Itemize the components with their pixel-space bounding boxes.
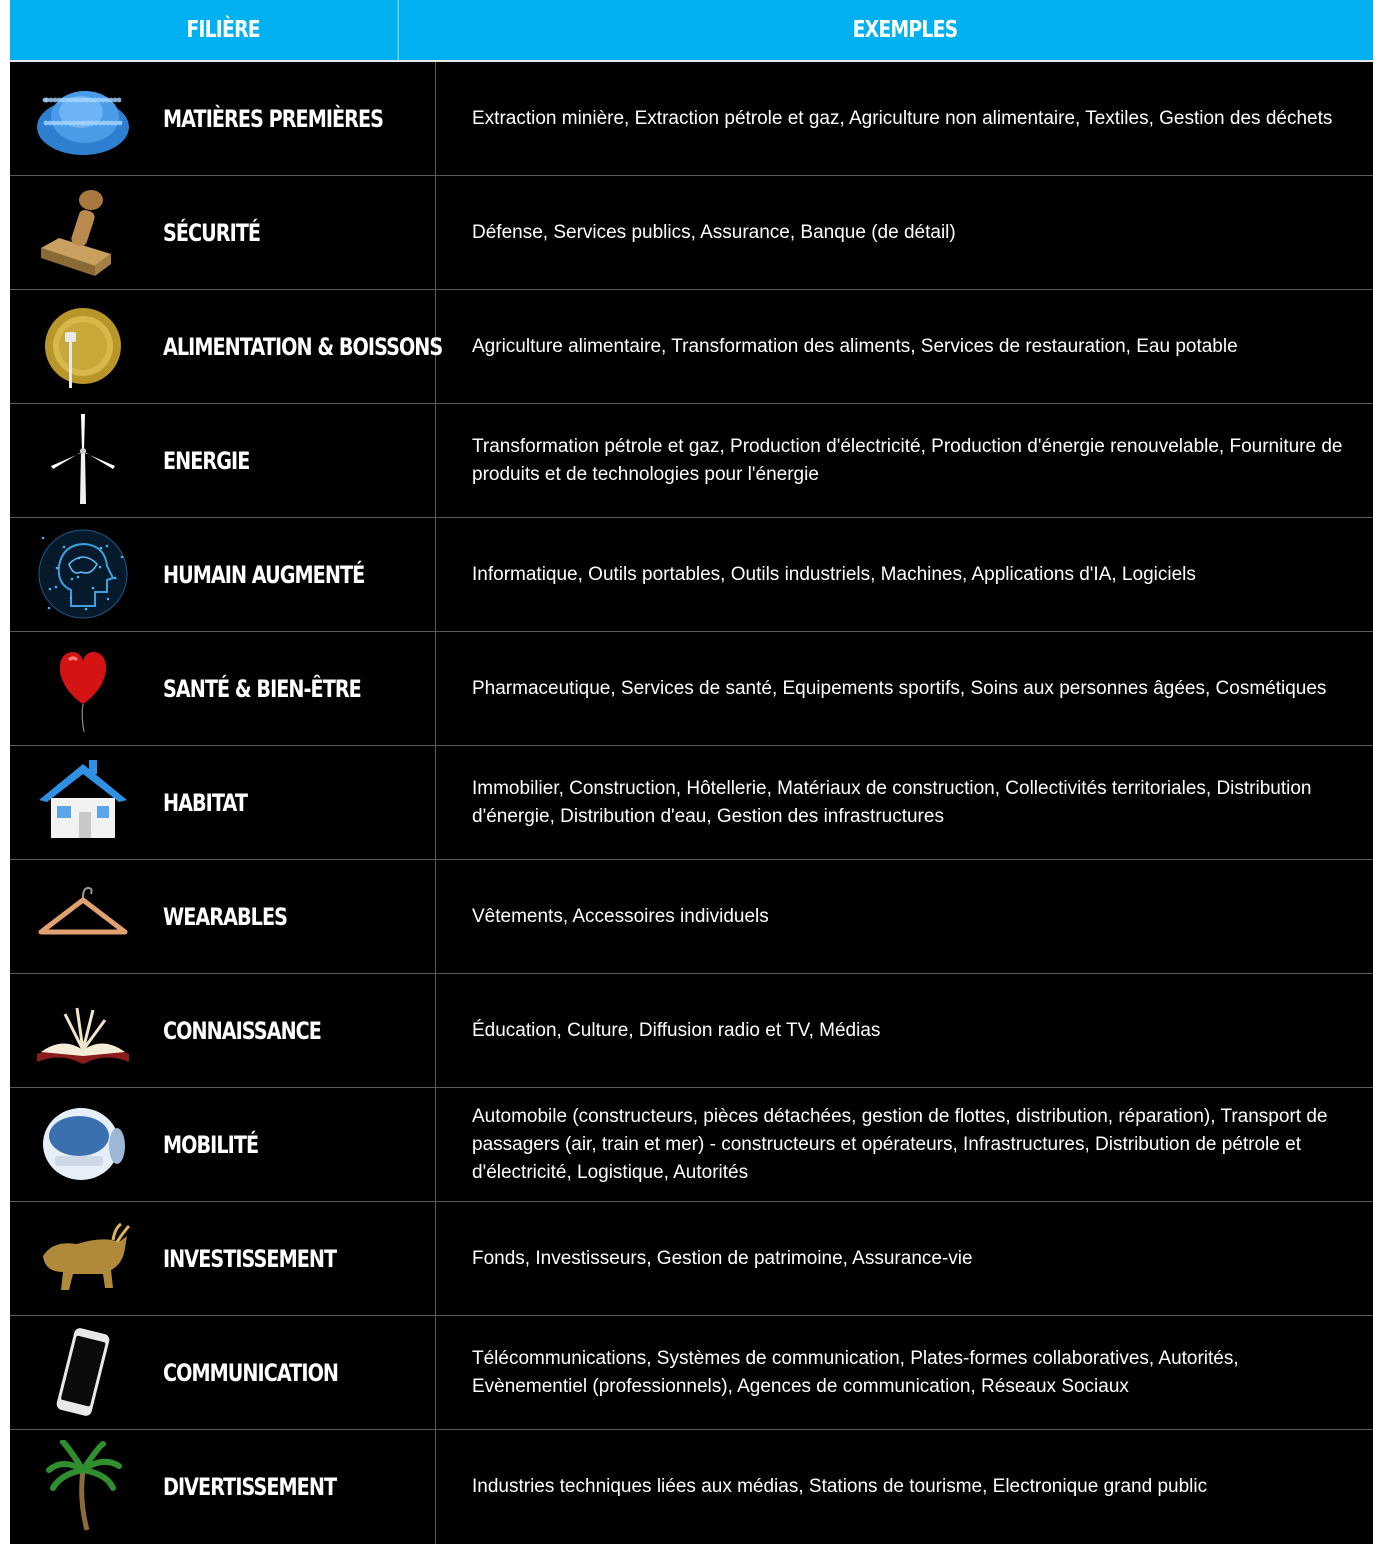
- filiere-label: SÉCURITÉ: [163, 218, 261, 247]
- filiere-cell: [10, 974, 436, 1087]
- header-exemples: EXEMPLES: [852, 17, 958, 43]
- exemples-cell: Immobilier, Construction, Hôtellerie, Matériaux de construction, Collectivités territoriales, Distribution d'énergie, Distribution d'eau, Gestion des infrastructures: [472, 777, 1312, 827]
- table-header: [10, 0, 1373, 62]
- table-row: [10, 632, 1373, 746]
- open-book-icon: [28, 982, 138, 1078]
- filiere-label: HABITAT: [163, 788, 248, 817]
- smartphone-icon: [28, 1324, 138, 1420]
- filiere-cell: [10, 290, 443, 403]
- filiere-label: ALIMENTATION & BOISSONS: [163, 332, 443, 361]
- exemples-cell: Automobile (constructeurs, pièces détachées, gestion de flottes, distribution, réparation), Transport de passagers (air, train et mer) - constructeurs et opérateurs, Infrastructures, Distribution de pétrole et d'électricité, Logistique, Autorités: [472, 1105, 1328, 1183]
- bull-icon: [28, 1210, 138, 1306]
- table-row: [10, 860, 1373, 974]
- autonomous-vehicle-icon: [28, 1096, 138, 1192]
- header-filiere: FILIÈRE: [48, 0, 398, 60]
- filiere-cell: [10, 746, 436, 859]
- exemples-cell: Pharmaceutique, Services de santé, Equipements sportifs, Soins aux personnes âgées, Cosmétiques: [472, 677, 1327, 699]
- table-row: [10, 404, 1373, 518]
- filiere-cell: [10, 860, 436, 973]
- exemples-cell: Vêtements, Accessoires individuels: [472, 905, 769, 927]
- filiere-label: WEARABLES: [163, 902, 287, 931]
- plate-icon: [28, 298, 138, 394]
- wind-turbine-icon: [28, 412, 138, 508]
- filiere-cell: [10, 1202, 436, 1315]
- filiere-cell: [10, 1088, 436, 1201]
- hanger-icon: [28, 868, 138, 964]
- filiere-label: MOBILITÉ: [163, 1130, 259, 1159]
- heart-balloon-icon: [28, 640, 138, 736]
- filiere-label: ENERGIE: [163, 446, 250, 475]
- filiere-label: INVESTISSEMENT: [163, 1244, 337, 1273]
- granules-icon: [28, 70, 138, 166]
- table-row: [10, 1430, 1373, 1544]
- filiere-cell: [10, 176, 436, 289]
- filiere-cell: [10, 62, 436, 175]
- exemples-cell: Informatique, Outils portables, Outils industriels, Machines, Applications d'IA, Logiciels: [472, 563, 1196, 585]
- table-row: [10, 62, 1373, 176]
- exemples-cell: Fonds, Investisseurs, Gestion de patrimoine, Assurance-vie: [472, 1247, 973, 1269]
- table-row: [10, 518, 1373, 632]
- house-icon: [28, 754, 138, 850]
- palm-tree-icon: [28, 1438, 138, 1534]
- filiere-cell: [10, 404, 436, 517]
- exemples-cell: Extraction minière, Extraction pétrole et gaz, Agriculture non alimentaire, Textiles, Gestion des déchets: [472, 107, 1333, 129]
- table-row: [10, 746, 1373, 860]
- exemples-cell: Défense, Services publics, Assurance, Banque (de détail): [472, 221, 956, 243]
- filiere-cell: [10, 1430, 436, 1544]
- table-row: [10, 290, 1373, 404]
- filiere-label: DIVERTISSEMENT: [163, 1473, 337, 1501]
- digital-head-icon: [28, 526, 138, 622]
- table-row: [10, 176, 1373, 290]
- filiere-label: COMMUNICATION: [163, 1358, 339, 1387]
- exemples-cell: Agriculture alimentaire, Transformation des aliments, Services de restauration, Eau potable: [472, 335, 1238, 357]
- table-row: [10, 1088, 1373, 1202]
- filiere-label: HUMAIN AUGMENTÉ: [163, 560, 365, 589]
- filiere-label: CONNAISSANCE: [163, 1016, 321, 1045]
- filiere-label: MATIÈRES PREMIÈRES: [163, 104, 384, 133]
- exemples-cell: Éducation, Culture, Diffusion radio et TV, Médias: [472, 1019, 881, 1041]
- stamp-icon: [28, 184, 138, 280]
- filieres-table: [10, 0, 1373, 1544]
- filiere-cell: [10, 1316, 436, 1429]
- table-row: [10, 974, 1373, 1088]
- table-body: [10, 62, 1373, 1544]
- table-row: [10, 1202, 1373, 1316]
- exemples-cell: Industries techniques liées aux médias, Stations de tourisme, Electronique grand public: [472, 1476, 1208, 1497]
- filiere-cell: [10, 518, 436, 631]
- exemples-cell: Télécommunications, Systèmes de communication, Plates-formes collaboratives, Autorités, Evènementiel (professionnels), Agences de communication, Réseaux Sociaux: [472, 1347, 1239, 1397]
- exemples-cell: Transformation pétrole et gaz, Production d'électricité, Production d'énergie renouvelable, Fourniture de produits et de technologies pour l'énergie: [472, 435, 1343, 485]
- filiere-label: SANTÉ & BIEN-ÊTRE: [163, 674, 361, 703]
- table-row: [10, 1316, 1373, 1430]
- filiere-cell: [10, 632, 436, 745]
